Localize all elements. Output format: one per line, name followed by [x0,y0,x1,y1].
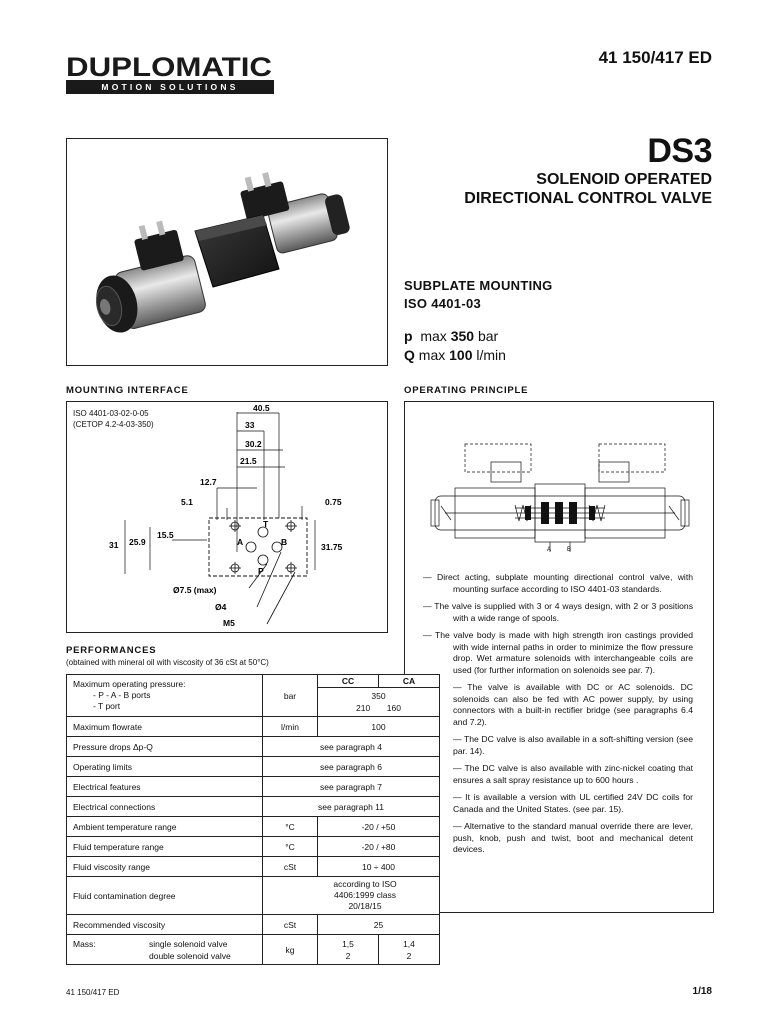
column-ca: CA [379,675,440,688]
table-cell: 350 210 160 [318,688,440,717]
page-number: 1/18 [692,986,712,997]
performances-note: (obtained with mineral oil with viscosity of 36 cSt at 50°C) [66,658,269,667]
dim-hole-7-5: Ø7.5 (max) [173,585,217,595]
dim-31: 31 [109,540,119,550]
footer-doc-number: 41 150/417 ED [66,988,120,997]
table-row: Mass: single solenoid valve double solenoid valve kg 1,5 2 1,4 2 [67,935,440,965]
dim-15-5: 15.5 [157,530,174,540]
product-photo [66,138,388,366]
brand-logo [66,52,274,94]
table-row: Fluid temperature range °C -20 / +80 [67,837,440,857]
op-paragraph: — The DC valve is also available with zinc-nickel coating that ensures a salt spray resistance up to 600 hours . [453,763,693,785]
flow-spec: Q max 100 l/min [404,347,506,363]
logo-text: DUPLOMATIC [66,52,272,80]
dim-40-5: 40.5 [253,403,270,413]
mounting-type [404,277,553,313]
table-row: Electrical features see paragraph 7 [67,777,440,797]
operating-principle-text [423,572,693,862]
op-paragraph: — Alternative to the standard manual override there are lever, push, knob, push and twist, boot and mechanical detent devices. [453,821,693,854]
mounting-line-1: SUBPLATE MOUNTING [404,278,553,293]
operating-principle-heading: OPERATING PRINCIPLE [404,385,529,396]
mounting-line-2: ISO 4401-03 [404,296,482,311]
port-p-label: P [258,566,264,576]
op-paragraph: — The valve body is made with high strength iron castings provided with wide internal paths in order to minimize the flow pressure drop. Wet armature solenoids with interchangeable coils are used (for further information on solenoids see par. 7). [423,630,693,675]
table-row: Maximum flowrate l/min 100 [67,717,440,737]
port-a-label: A [237,537,244,547]
dim-12-7: 12.7 [200,477,217,487]
dim-21-5: 21.5 [240,456,257,466]
table-row: Pressure drops Δp-Q see paragraph 4 [67,737,440,757]
dim-5-1: 5.1 [181,497,193,507]
table-row: Fluid contamination degree according to ISO 4406:1999 class 20/18/15 [67,877,440,915]
subtitle-line-1: SOLENOID OPERATED [536,171,712,188]
logo-wordmark [66,52,274,80]
dim-31-75: 31.75 [321,542,343,552]
op-paragraph: — The valve is supplied with 3 or 4 ways design, with 2 or 3 positions with a wide range of spools. [423,601,693,623]
dim-hole-4: Ø4 [215,602,227,612]
op-paragraph: — Direct acting, subplate mounting directional control valve, with mounting surface according to ISO 4401-03 standards. [423,572,693,594]
table-row: Ambient temperature range °C -20 / +50 [67,817,440,837]
model-name: DS3 [647,132,712,170]
table-cell: bar [263,675,318,717]
product-subtitle [464,170,712,208]
table-header-row [67,675,440,688]
port-b-label: B [281,537,288,547]
subtitle-line-2: DIRECTIONAL CONTROL VALVE [464,190,712,207]
dim-33: 33 [245,420,255,430]
doc-number: 41 150/417 ED [598,48,712,67]
pressure-spec: p max 350 bar [404,328,499,344]
op-paragraph: — The valve is available with DC or AC solenoids. DC solenoids can also be fed with AC power supply, by using connectors with a built-in rectifier bridge (see paragraphs 6.4 and 7.2). [453,682,693,727]
table-cell: Maximum operating pressure: - P - A - B ports - T port [67,675,263,717]
mounting-interface-heading: MOUNTING INTERFACE [66,385,189,396]
dim-25-9: 25.9 [129,537,146,547]
mounting-interface-diagram [66,401,388,633]
table-row: Operating limits see paragraph 6 [67,757,440,777]
table-row: Fluid viscosity range cSt 10 ÷ 400 [67,857,440,877]
section-port-a: A [547,547,552,553]
mounting-standard: ISO 4401-03-02-0-05 (CETOP 4.2-4-03-350) [73,409,154,429]
dim-0-75: 0.75 [325,497,342,507]
spec-summary [404,327,506,365]
cross-section-drawing [405,402,713,562]
performances-table [66,674,440,965]
table-row: Electrical connections see paragraph 11 [67,797,440,817]
operating-principle-panel [404,401,714,913]
column-cc: CC [318,675,379,688]
mounting-drawing [67,402,387,632]
table-row: Recommended viscosity cSt 25 [67,915,440,935]
logo-tagline: MOTION SOLUTIONS [66,80,274,94]
op-paragraph: — It is available a version with UL certified 24V DC coils for Canada and the United States. (see par. 15). [453,792,693,814]
port-t-label: T [263,519,269,529]
valve-illustration [67,139,387,365]
section-port-b: B [567,547,572,553]
dim-30-2: 30.2 [245,439,262,449]
performances-heading: PERFORMANCES [66,645,157,656]
op-paragraph: — The DC valve is also available in a soft-shifting version (see par. 14). [453,734,693,756]
dim-thread-m5: M5 [223,618,235,628]
